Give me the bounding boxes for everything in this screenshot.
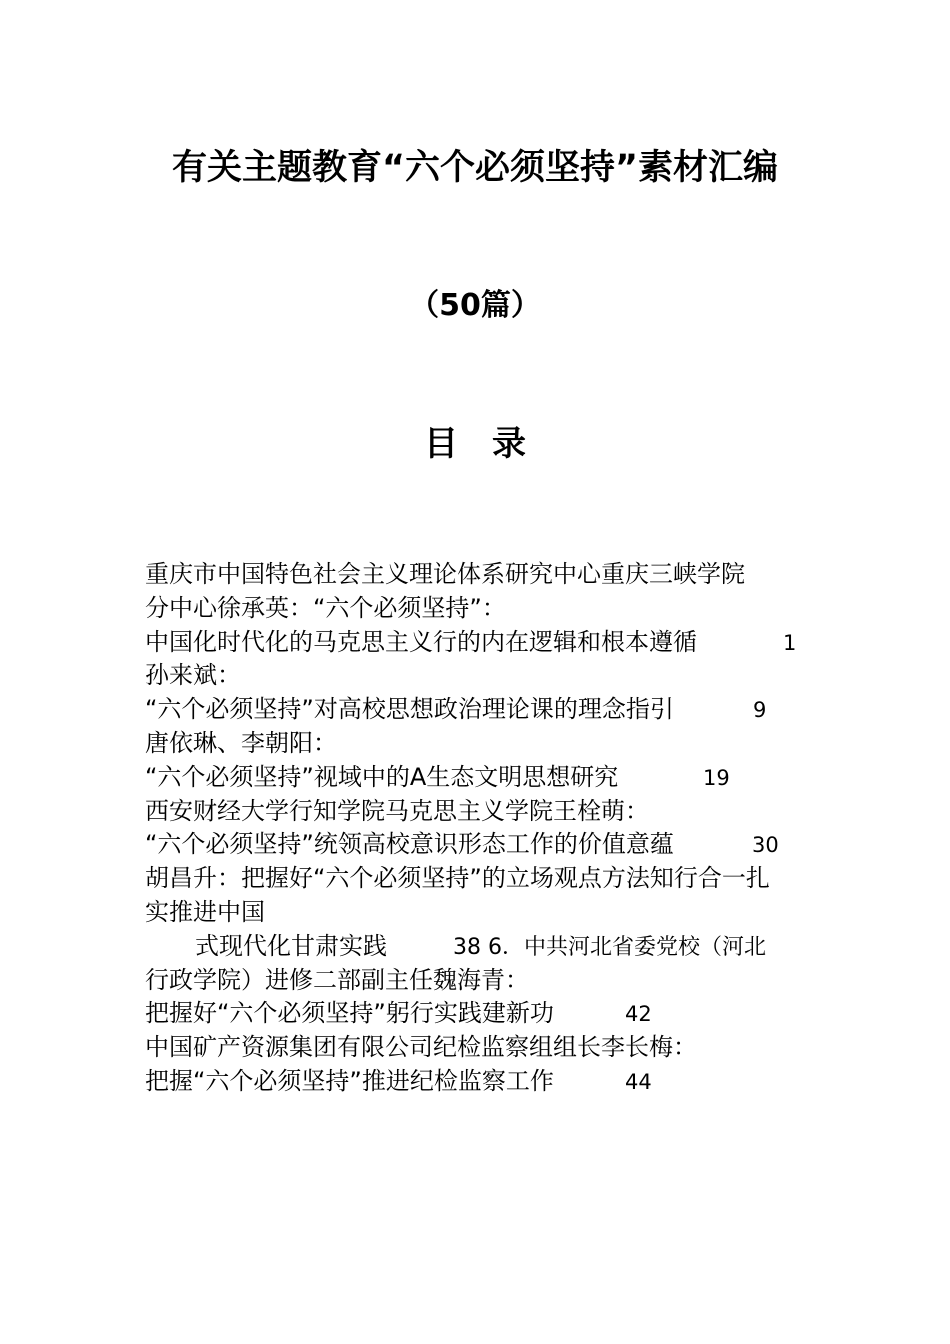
- toc-entry-2[interactable]: [145, 693, 815, 727]
- toc-entry-3-title: “六个必须坚持”视域中的A生态文明思想研究: [145, 762, 619, 791]
- table-of-contents: [145, 558, 815, 1099]
- toc-entry-5[interactable]: [145, 930, 815, 964]
- toc-entry-5-line-2: 实推进中国: [145, 897, 265, 926]
- toc-entry-5-line-1: 胡昌升：把握好“六个必须坚持”的立场观点方法知行合一扎: [145, 864, 770, 893]
- toc-heading: [0, 420, 950, 468]
- toc-entry-1-page: 1: [783, 630, 797, 655]
- toc-entry-3-page: 19: [703, 765, 730, 790]
- toc-entry-7[interactable]: [145, 1065, 815, 1099]
- document-title: 有关主题教育“六个必须坚持”素材汇编: [171, 148, 778, 188]
- toc-entry-4-author: 西安财经大学行知学院马克思主义学院王栓萌：: [145, 796, 649, 825]
- toc-entry-4-title: “六个必须坚持”统领高校意识形态工作的价值意蕴: [145, 830, 674, 859]
- toc-entry-1-line-1: 重庆市中国特色社会主义理论体系研究中心重庆三峡学院: [145, 560, 745, 588]
- toc-entry-6-page: 42: [625, 1002, 652, 1027]
- toc-entry-1-title: 中国化时代化的马克思主义行的内在逻辑和根本遵循: [145, 627, 697, 656]
- toc-entry-6[interactable]: [145, 997, 815, 1031]
- toc-entry-6-line-2: 行政学院）进修二部副主任魏海青：: [145, 965, 529, 994]
- toc-entry-4[interactable]: [145, 828, 815, 862]
- document-subtitle: （50篇）: [409, 288, 541, 323]
- toc-entry-2-author: 孙来斌：: [145, 661, 241, 690]
- toc-entry-4-page: 30: [752, 833, 779, 858]
- toc-entry-3-author: 唐依琳、李朝阳：: [145, 728, 337, 757]
- toc-entry-1[interactable]: [145, 626, 815, 660]
- toc-entry-7-page: 44: [625, 1069, 652, 1094]
- toc-entry-6-title: 把握好“六个必须坚持”躬行实践建新功: [145, 999, 554, 1028]
- toc-entry-1-line-2: 分中心徐承英：“六个必须坚持”：: [145, 593, 506, 622]
- toc-entry-7-author: 中国矿产资源集团有限公司纪检监察组组长李长梅：: [145, 1033, 697, 1062]
- toc-entry-5-page: 38 6．中共河北省委党校（河北: [453, 934, 766, 960]
- toc-entry-5-title: 式现代化甘肃实践: [195, 931, 387, 960]
- toc-heading-char-1: 目: [424, 424, 458, 464]
- toc-entry-2-title: “六个必须坚持”对高校思想政治理论课的理念指引: [145, 695, 674, 724]
- toc-entry-3[interactable]: [145, 761, 815, 795]
- toc-entry-7-title: 把握“六个必须坚持”推进纪检监察工作: [145, 1066, 554, 1095]
- toc-entry-2-page: 9: [753, 698, 767, 723]
- toc-heading-char-2: 录: [492, 424, 526, 464]
